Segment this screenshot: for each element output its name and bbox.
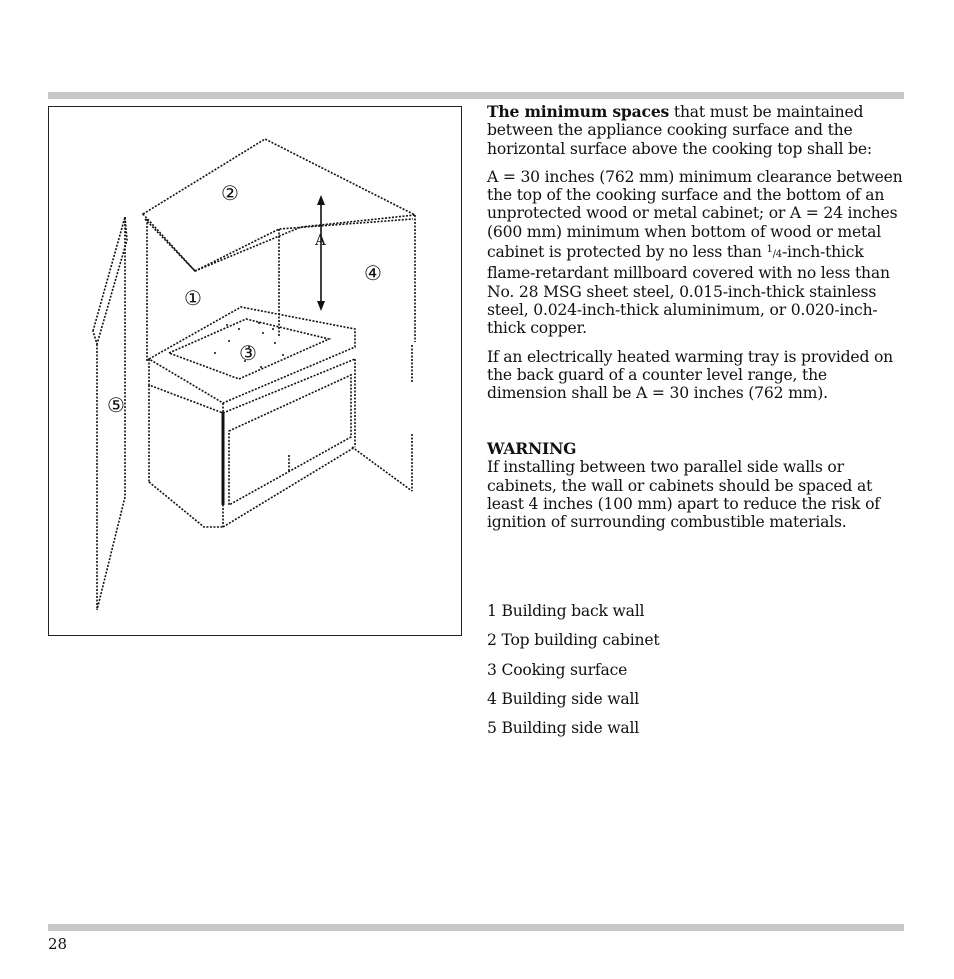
- side-wall-5-bottom: [97, 497, 125, 610]
- warming-tray-paragraph: If an electrically heated warming tray is provided on the back guard of a counter level range, the dimension shall be A = 30 inches (762 mm).: [487, 347, 894, 403]
- callout-1: ①: [184, 286, 202, 310]
- intro-paragraph: [487, 103, 907, 158]
- warning-title: WARNING: [487, 439, 577, 458]
- figure-legend: [487, 601, 787, 747]
- warning-body: If installing between two parallel side walls or cabinets, the wall or cabinets should be spaced at least 4 inches (100 mm) apart to reduce the risk of ignition of surrounding combustible materials.: [487, 458, 880, 532]
- fraction-denominator: /4: [772, 249, 782, 261]
- spec-part2: -inch-thick flame-retardant millboard covered with no less than No. 28 MSG sheet steel, 0.015-inch-thick stainless steel, 0.024-inch-thick aluminimum, or 0.020-inch-thick copper.: [487, 243, 890, 338]
- side-wall-4-floor-edge: [352, 447, 412, 491]
- installation-diagram: [49, 107, 463, 637]
- callout-4: ④: [364, 261, 382, 285]
- side-wall-5-top: [93, 217, 127, 344]
- label-a: A: [315, 231, 326, 249]
- top-rule: [48, 92, 904, 99]
- intro-bold-lead: The minimum spaces: [487, 102, 670, 121]
- callout-2: ②: [221, 181, 239, 205]
- legend-item: 3 Cooking surface: [487, 660, 628, 679]
- fraction-numerator: 1: [766, 244, 773, 256]
- page-number: 28: [48, 935, 68, 953]
- installation-figure: [48, 106, 462, 636]
- top-cabinet-front-edge: [145, 219, 195, 271]
- spec-part1: A = 30 inches (762 mm) minimum clearance between the top of the cooking surface and the bottom of an unprotected wood or metal cabinet; or A = 24 inches (600 mm) minimum when bottom of wood or metal cabinet is protected by no less than: [487, 167, 903, 262]
- callout-3: ③: [239, 341, 257, 365]
- intro-rest: that must be maintained between the appliance cooking surface and the horizontal surface above the cooking top shall be:: [487, 103, 872, 158]
- legend-item: 4 Building side wall: [487, 689, 640, 708]
- legend-item: 2 Top building cabinet: [487, 631, 660, 650]
- range-bottom-left: [149, 482, 223, 527]
- range-front-top: [149, 359, 355, 413]
- dimension-a-arrow-bottom: [317, 301, 325, 311]
- legend-item: 5 Building side wall: [487, 719, 640, 738]
- callout-5: ⑤: [107, 393, 125, 417]
- clearance-text: [487, 103, 907, 412]
- bottom-rule: [48, 924, 904, 931]
- legend-item: 1 Building back wall: [487, 602, 645, 620]
- spec-paragraph: [487, 168, 907, 338]
- warning-block: [487, 440, 907, 531]
- dimension-a-arrow-top: [317, 195, 325, 205]
